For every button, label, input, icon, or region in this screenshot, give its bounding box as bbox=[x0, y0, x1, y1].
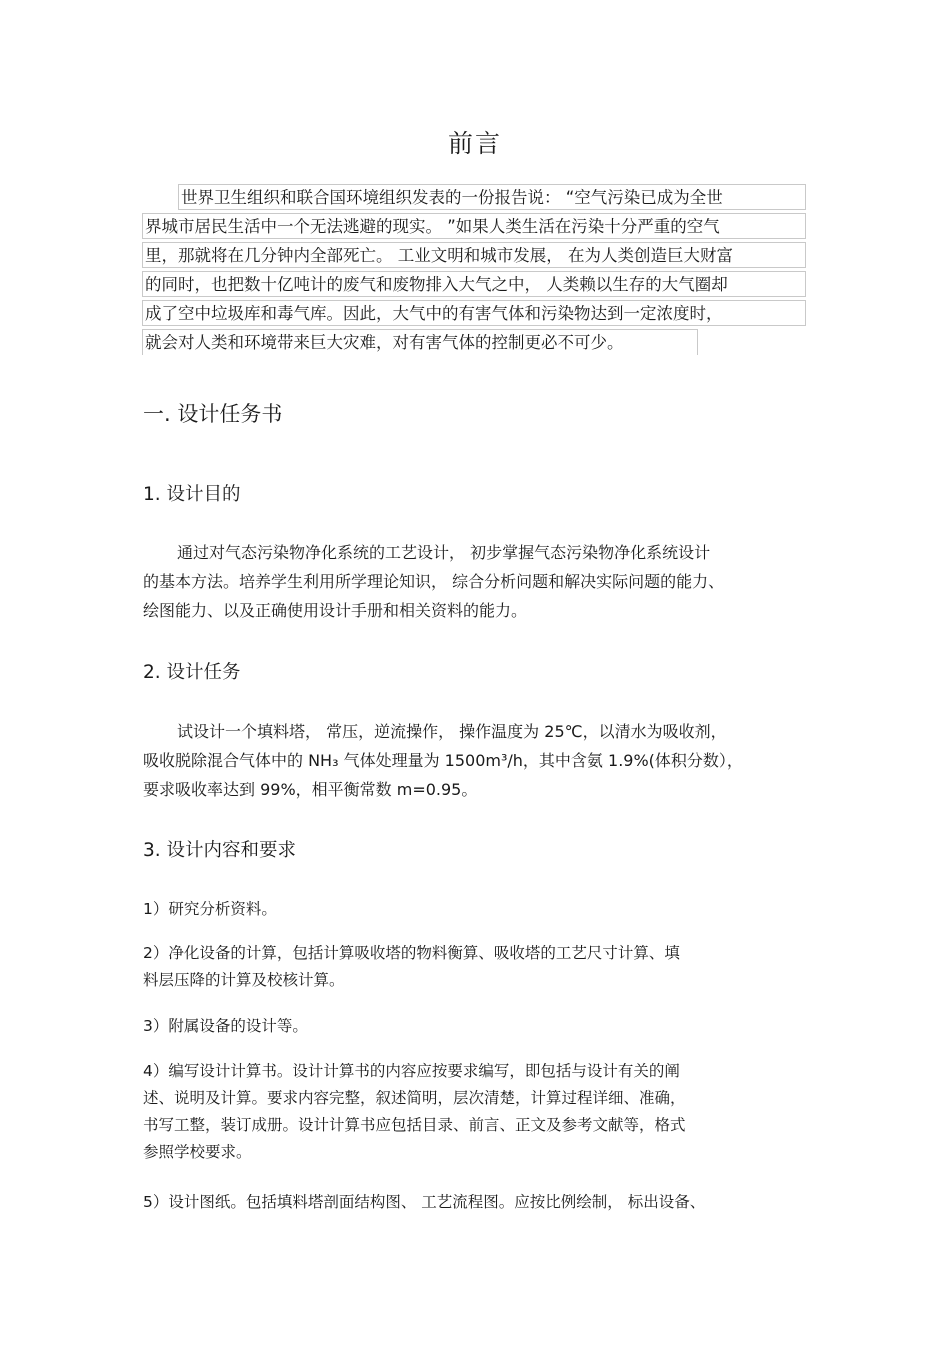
item-line: 述、说明及计算。要求内容完整，叙述简明，层次清楚，计算过程详细、准确， bbox=[143, 1089, 686, 1107]
item-line: 参照学校要求。 bbox=[143, 1143, 252, 1161]
requirement-item bbox=[143, 940, 803, 994]
item-line: 5）设计图纸。包括填料塔剖面结构图、 工艺流程图。应按比例绘制， 标出设备、 bbox=[143, 1193, 706, 1211]
requirement-item bbox=[143, 1013, 803, 1040]
item-line: 书写工整，装订成册。设计计算书应包括目录、前言、正文及参考文献等，格式 bbox=[143, 1116, 686, 1134]
requirement-item bbox=[143, 1058, 803, 1166]
paragraph-line: 绘图能力、以及正确使用设计手册和相关资料的能力。 bbox=[143, 601, 528, 620]
preface-line: 里，那就将在几分钟内全部死亡。 工业文明和城市发展， 在为人类创造巨大财富 bbox=[142, 242, 806, 268]
paragraph-line: 要求吸收率达到 99%，相平衡常数 m=0.95。 bbox=[143, 780, 478, 799]
preface-line: 就会对人类和环境带来巨大灾难，对有害气体的控制更必不可少。 bbox=[142, 329, 698, 355]
preface-paragraph bbox=[142, 184, 806, 358]
paragraph-line: 试设计一个填料塔， 常压，逆流操作， 操作温度为 25℃，以清水为吸收剂， bbox=[177, 722, 727, 741]
item-line: 3）附属设备的设计等。 bbox=[143, 1017, 308, 1035]
preface-title: 前言 bbox=[447, 129, 502, 158]
paragraph-line: 通过对气态污染物净化系统的工艺设计， 初步掌握气态污染物净化系统设计 bbox=[177, 543, 711, 562]
preface-line: 成了空中垃圾库和毒气库。因此，大气中的有害气体和污染物达到一定浓度时， bbox=[142, 300, 806, 326]
paragraph-line: 吸收脱除混合气体中的 NH₃ 气体处理量为 1500m³/h，其中含氨 1.9%(体积分数）， bbox=[143, 751, 743, 770]
preface-line: 世界卫生组织和联合国环境组织发表的一份报告说： “空气污染已成为全世 bbox=[178, 184, 806, 210]
item-line: 4）编写设计计算书。设计计算书的内容应按要求编写，即包括与设计有关的阐 bbox=[143, 1062, 680, 1080]
preface-line: 界城市居民生活中一个无法逃避的现实。 ”如果人类生活在污染十分严重的空气 bbox=[142, 213, 806, 239]
item-line: 2）净化设备的计算，包括计算吸收塔的物料衡算、吸收塔的工艺尺寸计算、填 bbox=[143, 944, 680, 962]
task-paragraph bbox=[143, 717, 803, 804]
purpose-paragraph bbox=[143, 538, 803, 625]
subsection-heading-content: 3. 设计内容和要求 bbox=[143, 840, 297, 861]
section-heading: 一. 设计任务书 bbox=[143, 402, 283, 426]
item-line: 料层压降的计算及校核计算。 bbox=[143, 971, 345, 989]
requirement-item bbox=[143, 896, 803, 923]
subsection-heading-purpose: 1. 设计目的 bbox=[143, 484, 241, 505]
item-line: 1）研究分析资料。 bbox=[143, 900, 277, 918]
requirement-item bbox=[143, 1189, 803, 1216]
preface-line: 的同时，也把数十亿吨计的废气和废物排入大气之中， 人类赖以生存的大气圈却 bbox=[142, 271, 806, 297]
paragraph-line: 的基本方法。培养学生利用所学理论知识， 综合分析问题和解决实际问题的能力、 bbox=[143, 572, 725, 591]
subsection-heading-task: 2. 设计任务 bbox=[143, 662, 241, 683]
